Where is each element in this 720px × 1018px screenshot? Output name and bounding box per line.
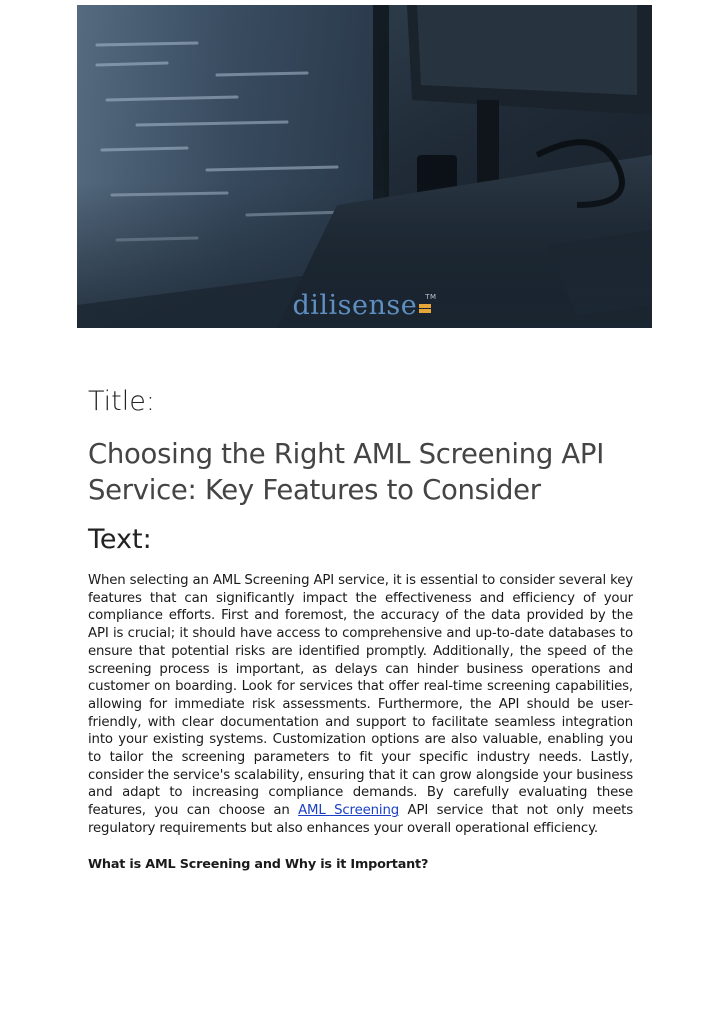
text-label: Text: [88, 524, 152, 555]
article-title: Choosing the Right AML Screening API Service: Key Features to Consider [88, 438, 605, 506]
aml-screening-link[interactable]: AML Screening [298, 803, 400, 819]
office-monitors-photo [77, 5, 652, 328]
body-paragraph [88, 572, 633, 838]
document-body [88, 384, 633, 873]
logo-wordmark: dilisense [292, 290, 418, 321]
section-subheading: What is AML Screening and Why is it Important? [88, 856, 429, 872]
trademark-symbol: TM [425, 293, 437, 301]
paragraph-text-start: When selecting an AML Screening API service, it is essential to consider several key features that can significantly impact the effectiveness and efficiency of your compliance efforts. First and foremost, the accuracy of the data provided by the API is crucial; it should have access to comprehensive and up-to-date databases to ensure that potential risks are identified promptly. Additionally, the speed of the screening process is important, as delays can hinder business operations and customer on boarding. Look for services that offer real-time screening capabilities, allowing for immediate risk assessments. Furthermore, the API should be user-friendly, with clear documentation and support to facilitate seamless integration into your existing systems. Customization options are also valuable, enabling you to tailor the screening parameters to fit your specific industry needs. Lastly, consider the service's scalability, ensuring that it can grow alongside your business and adapt to increasing compliance demands. By carefully evaluating these features, you can choose an [88, 573, 633, 819]
title-label: Title: [88, 386, 155, 417]
logo-mark-icon [419, 309, 431, 313]
dilisense-logo [77, 292, 652, 319]
paragraph-text-end: API service that not only meets regulatory requirements but also enhances your overall operational efficiency. [88, 803, 634, 836]
hero-image [77, 5, 652, 328]
